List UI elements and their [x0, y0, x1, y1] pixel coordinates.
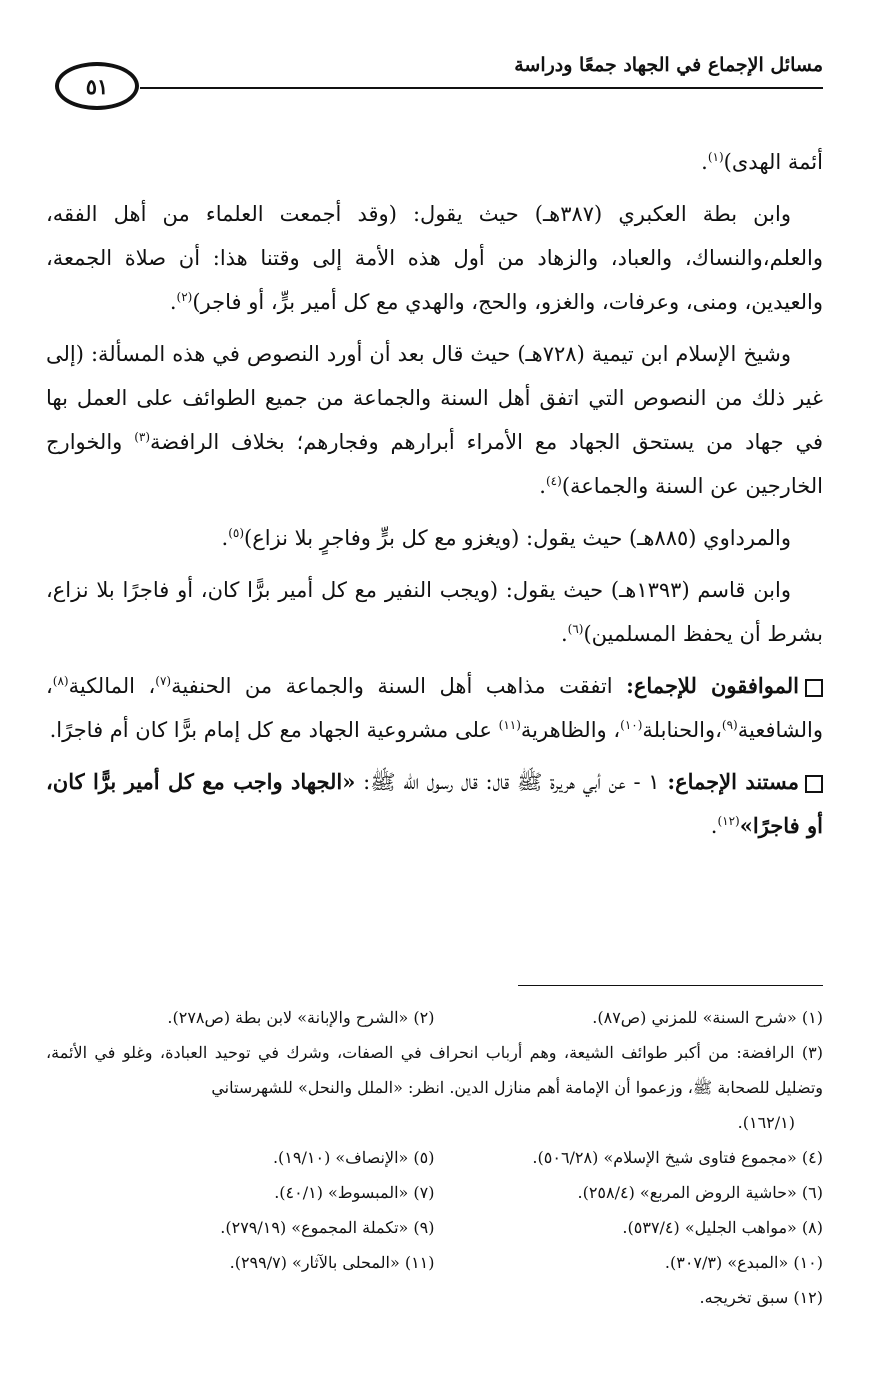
footnote-ref[interactable]: (٤)	[545, 474, 562, 488]
footnote-ref[interactable]: (٣)	[134, 430, 151, 444]
footnote-ref[interactable]: (١)	[707, 150, 724, 164]
footnote-ref[interactable]: (٥)	[228, 526, 245, 540]
footnote-row	[46, 1245, 823, 1280]
footnote-10: (١٠) «المبدع» (٣٠٧/٣).	[664, 1253, 823, 1272]
hadith-quote: «الجهاد واجب مع كل أمير برًّا كان، أو فاجرًا»	[46, 769, 823, 838]
main-text	[46, 140, 823, 856]
header-rule	[140, 87, 823, 89]
section-label: مستند الإجماع:	[667, 769, 799, 794]
footnote-8: (٨) «مواهب الجليل» (٥٣٧/٤).	[622, 1218, 823, 1237]
paragraph-text: على مشروعية الجهاد مع كل إمام برًّا كان أم فاجرًا.	[49, 718, 499, 742]
paragraph-consensus-agreers	[46, 664, 823, 752]
footnote-1: (١) «شرح السنة» للمزني (ص٨٧).	[592, 1008, 823, 1027]
footnote-ref[interactable]: (١١)	[498, 718, 521, 732]
paragraph-1	[46, 140, 823, 184]
paragraph-4	[46, 516, 823, 560]
paragraph-5	[46, 568, 823, 656]
paragraph-text: ، والظاهرية	[520, 718, 621, 742]
footnote-4: (٤) «مجموع فتاوى شيخ الإسلام» (٥٠٦/٢٨).	[532, 1148, 823, 1167]
page-number-badge	[55, 62, 139, 110]
paragraph-text: ،والحنابلة	[642, 718, 722, 742]
footnote-6: (٦) «حاشية الروض المربع» (٢٥٨/٤).	[577, 1183, 823, 1202]
footnote-9: (٩) «تكملة المجموع» (٢٧٩/١٩).	[220, 1218, 435, 1237]
footnote-3: (٣) الرافضة: من أكبر طوائف الشيعة، وهم أرباب انحراف في الصفات، وشرك في توحيد العبادة، وغلو في الأئمة، وتضليل للصحابة ﷺ، وزعموا أن الإمامة أهم منازل الدين. انظر: «الملل والنحل» للشهرستاني	[46, 1043, 823, 1097]
footnote-11: (١١) «المحلى بالآثار» (٢٩٩/٧).	[229, 1253, 435, 1272]
footnote-ref[interactable]: (١٠)	[620, 718, 643, 732]
punctuation: .	[710, 814, 718, 838]
paragraph-consensus-basis	[46, 760, 823, 848]
footnote-row	[46, 1175, 823, 1210]
footnote-row	[46, 1000, 823, 1035]
paragraph-text: وابن قاسم (١٣٩٣هـ) حيث يقول: (ويجب النفير مع كل أمير برًّا كان، أو فاجرًا بلا نزاع، بشرط أن يحفظ المسلمين)	[46, 578, 823, 646]
punctuation: .	[701, 150, 708, 174]
paragraph-text: ١ - عن أبي هريرة ﷺ قال: قال رسول الله ﷺ:	[355, 770, 668, 794]
paragraph-text: وشيخ الإسلام ابن تيمية (٧٢٨هـ) حيث قال بعد أن أورد النصوص في هذه المسألة: (إلى غير ذلك من النصوص التي اتفق أهل السنة والجماعة من جميع الطوائف على العمل بها في جهاد من يستحق الجهاد مع الأمراء أبرارهم وفجارهم؛ بخلاف الرافضة	[46, 342, 823, 454]
square-bullet-icon	[805, 775, 823, 793]
footnote-row	[46, 1140, 823, 1175]
footnote-separator	[518, 985, 823, 986]
punctuation: .	[221, 526, 229, 550]
section-label: الموافقون للإجماع:	[626, 673, 799, 698]
paragraph-text: والمرداوي (٨٨٥هـ) حيث يقول: (ويغزو مع كل برٍّ وفاجرٍ بلا نزاع)	[244, 526, 791, 550]
punctuation: .	[169, 290, 177, 314]
page-number: ٥١	[85, 73, 109, 99]
footnote-row	[46, 1210, 823, 1245]
footnote-ref[interactable]: (٢)	[176, 290, 193, 304]
paragraph-text: ، المالكية	[68, 674, 156, 698]
footnote-ref[interactable]: (٨)	[52, 674, 69, 688]
footnote-7: (٧) «المبسوط» (٤٠/١).	[274, 1183, 435, 1202]
punctuation: .	[539, 474, 546, 498]
footnote-ref[interactable]: (٧)	[155, 674, 172, 688]
square-bullet-icon	[805, 679, 823, 697]
paragraph-text: والخوارج الخارجين عن السنة والجماعة)	[46, 430, 823, 498]
footnote-ref[interactable]: (١٢)	[717, 814, 740, 828]
paragraph-text: وابن بطة العكبري (٣٨٧هـ) حيث يقول: (وقد أجمعت العلماء من أهل الفقه، والعلم،والنساك، والعباد، والزهاد من أول هذه الأمة إلى وقتنا هذا: أن صلاة الجمعة، والعيدين، ومنى، وعرفات، والغزو، والحج، والهدي مع كل أمير برٍّ، أو فاجر)	[46, 202, 823, 314]
footnote-3-continuation: (١٦٢/١).	[737, 1113, 795, 1132]
footnote-ref[interactable]: (٦)	[567, 622, 584, 636]
punctuation: .	[560, 622, 568, 646]
running-title: مسائل الإجماع في الجهاد جمعًا ودراسة	[514, 54, 823, 76]
paragraph-text: اتفقت مذاهب أهل السنة والجماعة من الحنفية	[171, 674, 627, 698]
paragraph-2	[46, 192, 823, 324]
footnote-ref[interactable]: (٩)	[721, 718, 738, 732]
footnote-5: (٥) «الإنصاف» (١٩/١٠).	[272, 1148, 435, 1167]
footnote-2: (٢) «الشرح والإبانة» لابن بطة (ص٢٧٨).	[167, 1008, 435, 1027]
paragraph-3	[46, 332, 823, 508]
footnotes	[46, 1000, 823, 1315]
footnote-12: (١٢) سبق تخريجه.	[699, 1288, 823, 1307]
paragraph-text: ، والشافعية	[46, 674, 823, 742]
paragraph-text: أئمة الهدى)	[723, 150, 823, 174]
